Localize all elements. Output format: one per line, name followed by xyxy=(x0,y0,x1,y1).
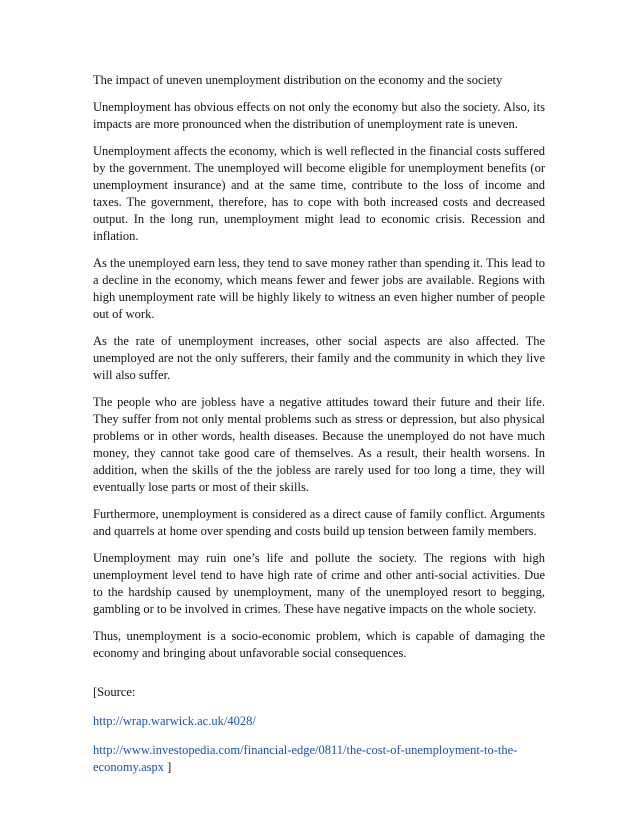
paragraph-jobless-health: The people who are jobless have a negative attitudes toward their future and their life. They suffer from not only mental problems such as stress or depression, but also physical problems or in other words, health diseases. Because the unemployed do not have much money, they cannot take good care of themselves. As a result, their health worsens. In addition, when the skills of the the jobless are rarely used for too long a time, they will eventually lose parts or most of their skills. xyxy=(93,395,545,494)
sources-label: [Source: xyxy=(93,685,136,699)
paragraph-family-conflict: Furthermore, unemployment is considered as a direct cause of family conflict. Arguments and quarrels at home over spending and costs build up tension between family members. xyxy=(93,507,545,538)
paragraph-economy-effects: Unemployment affects the economy, which is well reflected in the financial costs suffered by the government. The unemployed will become eligible for unemployment benefits (or unemployment insurance) and at the same time, contribute to the loss of income and taxes. The government, therefore, has to cope with both increased costs and decreased output. In the long run, unemployment might lead to economic crisis. Recession and inflation. xyxy=(93,144,545,243)
source-link-investopedia-row xyxy=(93,742,545,776)
paragraph-savings-decline: As the unemployed earn less, they tend to save money rather than spending it. This lead to a decline in the economy, which means fewer and fewer jobs are available. Regions with high unemployment rate will be highly likely to witness an even higher number of people out of work. xyxy=(93,256,545,321)
paragraph-conclusion: Thus, unemployment is a socio-economic problem, which is capable of damaging the economy and bringing about unfavorable social consequences. xyxy=(93,629,545,660)
paragraph-intro: Unemployment has obvious effects on not only the economy but also the society. Also, its impacts are more pronounced when the distribution of unemployment rate is uneven. xyxy=(93,100,545,131)
document-title: The impact of uneven unemployment distribution on the economy and the society xyxy=(93,73,503,87)
paragraph-social-aspects: As the rate of unemployment increases, other social aspects are also affected. The unemployed are not the only sufferers, their family and the community in which they live will also suffer. xyxy=(93,334,545,382)
sources-section xyxy=(93,684,545,776)
paragraph-crime: Unemployment may ruin one’s life and pollute the society. The regions with high unemployment level tend to have high rate of crime and other anti-social activities. Due to the hardship caused by unemployment, many of the unemployed resort to begging, gambling or to be involved in crimes. These have negative impacts on the whole society. xyxy=(93,551,545,616)
source-link-warwick[interactable]: http://wrap.warwick.ac.uk/4028/ xyxy=(93,714,256,728)
source-link-investopedia[interactable]: http://www.investopedia.com/financial-edge/0811/the-cost-of-unemployment-to-the-economy.aspx xyxy=(93,743,518,774)
source-link-warwick-row xyxy=(93,713,545,730)
sources-closing-bracket: ] xyxy=(164,760,172,774)
